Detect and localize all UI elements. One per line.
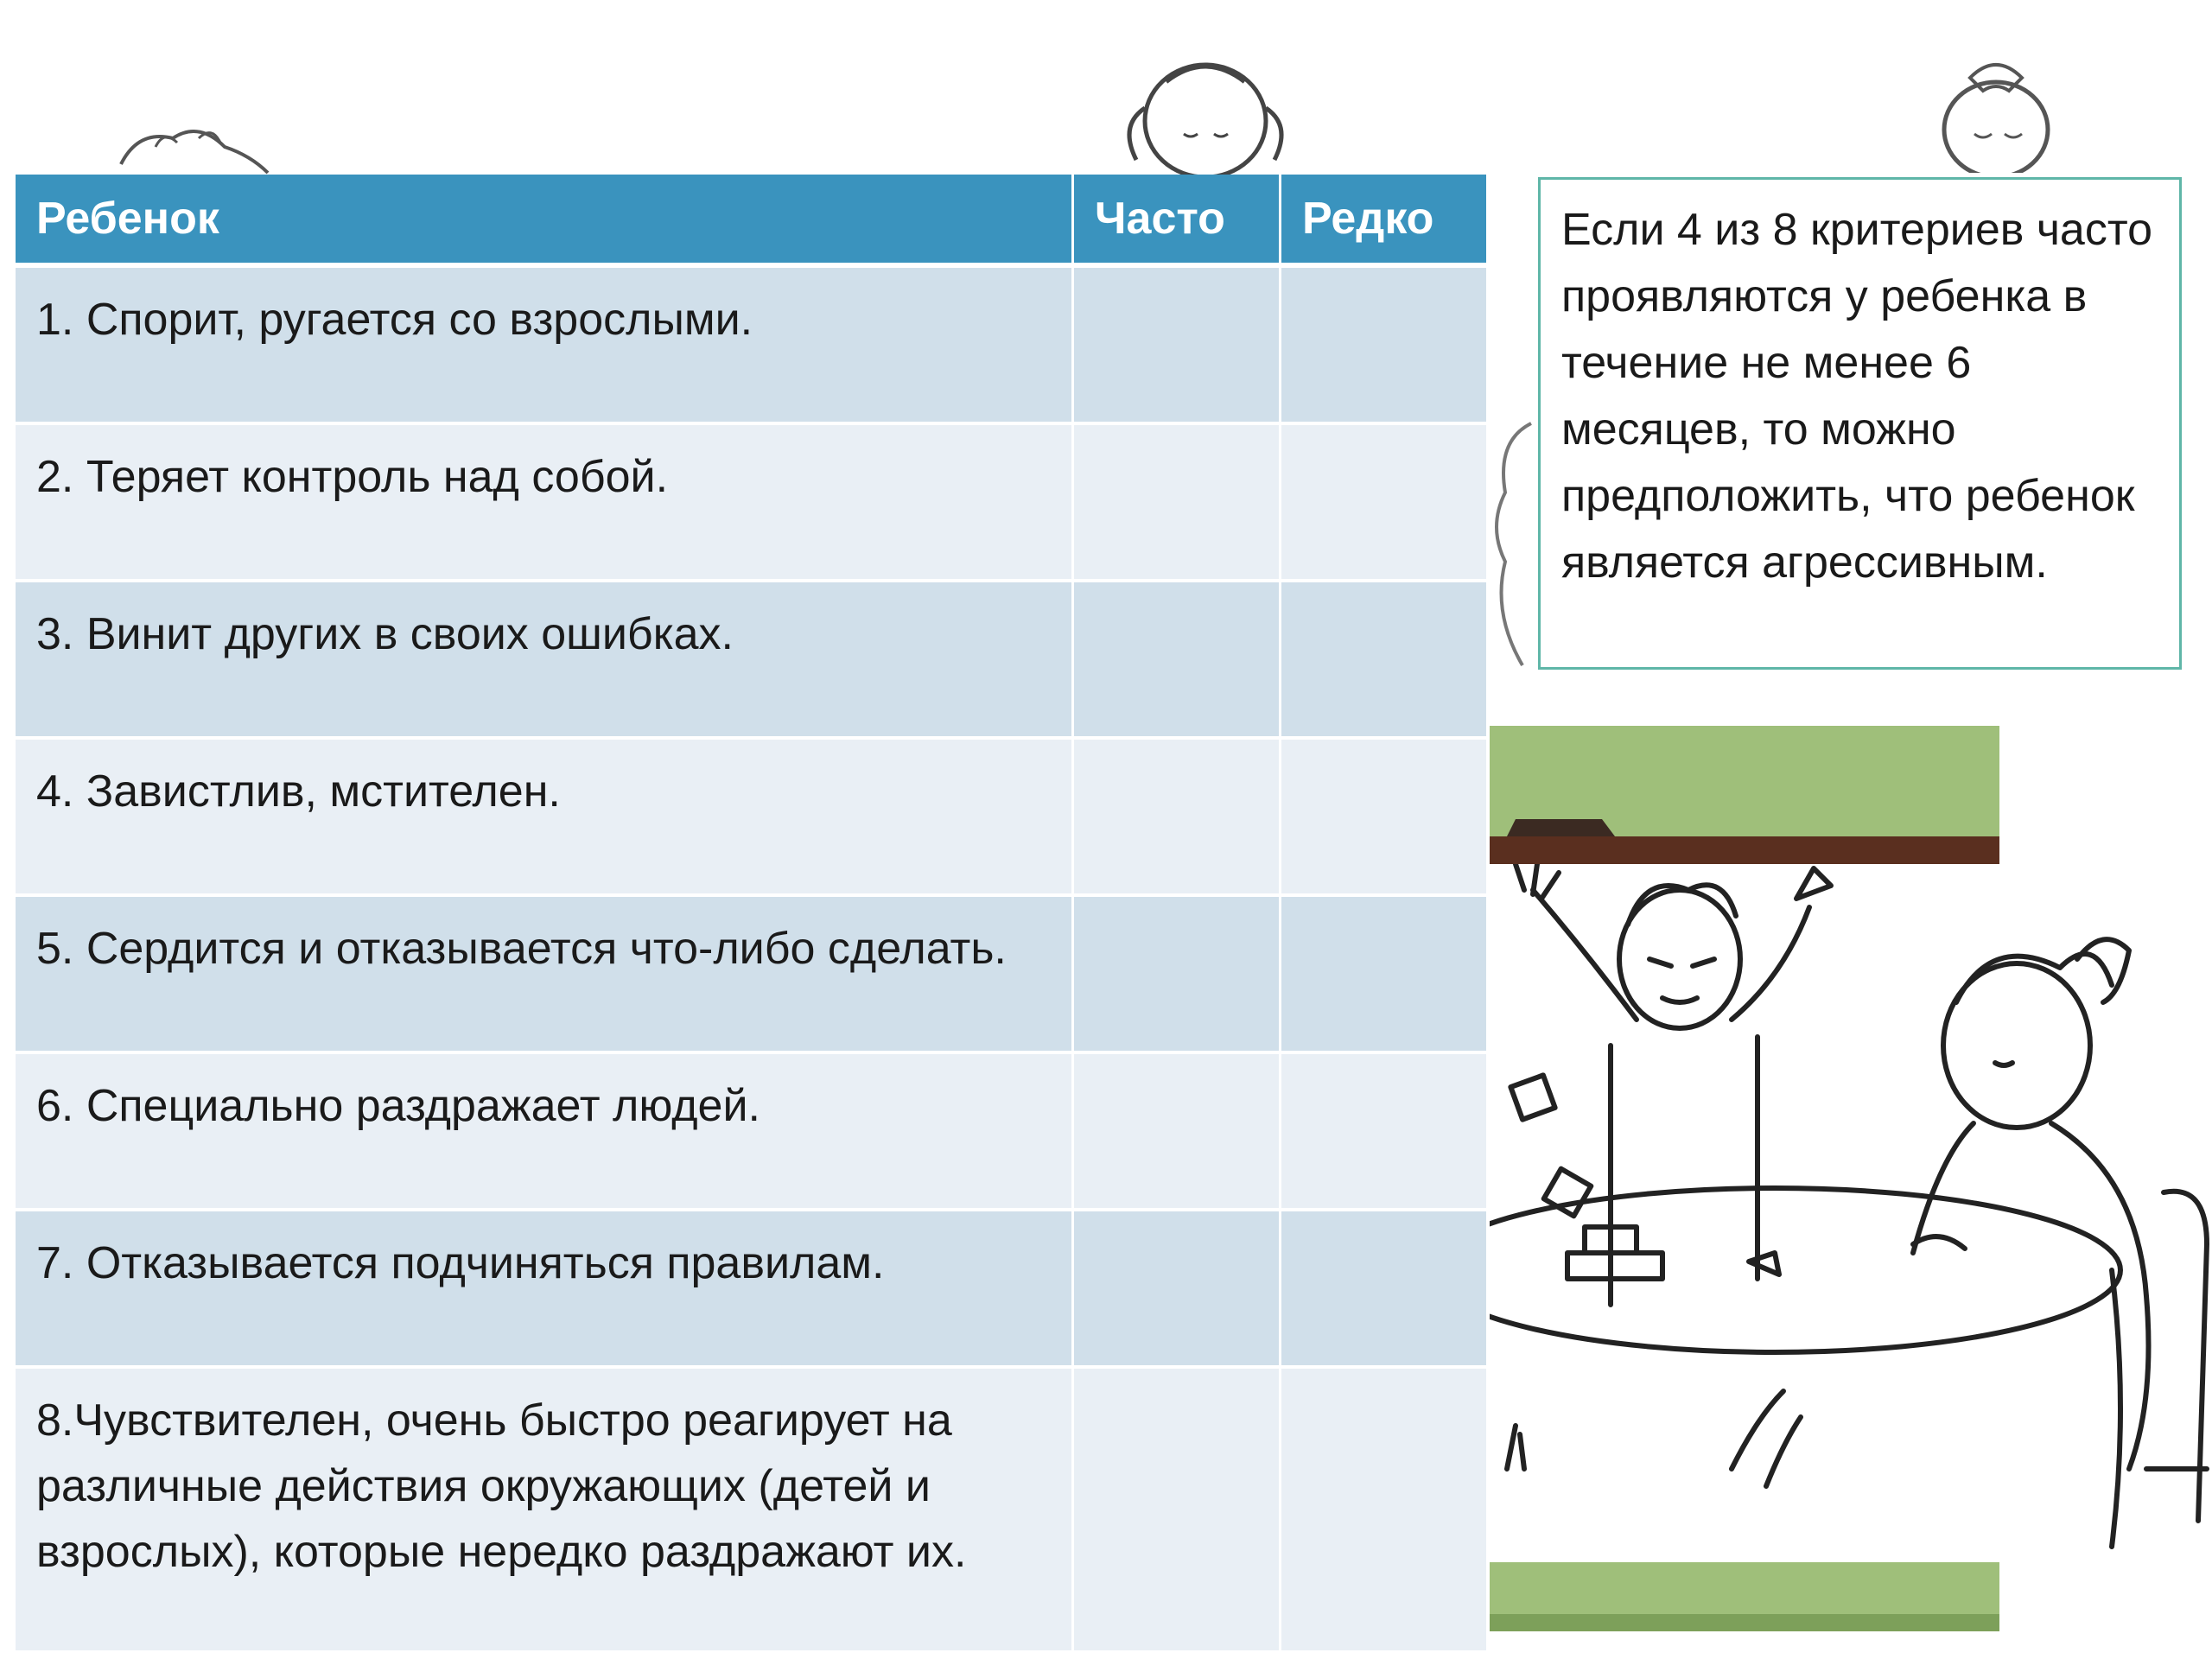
table-row: [16, 268, 1486, 425]
rarely-cell[interactable]: [1279, 1369, 1486, 1654]
often-cell[interactable]: [1071, 582, 1279, 740]
rarely-cell[interactable]: [1279, 1054, 1486, 1211]
table-row: [16, 1369, 1486, 1654]
often-cell[interactable]: [1071, 1054, 1279, 1211]
criteria-note: Если 4 из 8 критериев часто проявляются у ребенка в течение не менее 6 месяцев, то можно предположить, что ребенок является агрессивным.: [1538, 177, 2182, 670]
rarely-cell[interactable]: [1279, 1211, 1486, 1369]
often-cell[interactable]: [1071, 268, 1279, 425]
rarely-cell[interactable]: [1279, 582, 1486, 740]
table-row: [16, 740, 1486, 897]
table-row: [16, 582, 1486, 740]
criterion-text: 3. Винит других в своих ошибках.: [16, 582, 1071, 740]
rarely-cell[interactable]: [1279, 897, 1486, 1054]
table-header-row: [16, 175, 1486, 268]
illustration-photo-bottom: [1490, 1562, 1999, 1631]
often-cell[interactable]: [1071, 1211, 1279, 1369]
header-rarely: Редко: [1279, 175, 1486, 268]
criterion-text: 4. Завистлив, мстителен.: [16, 740, 1071, 897]
table-row: [16, 425, 1486, 582]
criterion-text: 6. Специально раздражает людей.: [16, 1054, 1071, 1211]
criterion-text: 5. Сердится и отказывается что-либо сделать.: [16, 897, 1071, 1054]
table-row: [16, 1054, 1486, 1211]
rarely-cell[interactable]: [1279, 425, 1486, 582]
table-row: [16, 897, 1486, 1054]
rarely-cell[interactable]: [1279, 268, 1486, 425]
often-cell[interactable]: [1071, 897, 1279, 1054]
header-often: Часто: [1071, 175, 1279, 268]
background-sketch-side: [1488, 415, 1540, 691]
illustration-children-at-table: [1490, 864, 2212, 1562]
criterion-text: 2. Теряет контроль над собой.: [16, 425, 1071, 582]
often-cell[interactable]: [1071, 740, 1279, 897]
often-cell[interactable]: [1071, 425, 1279, 582]
criterion-text: 7. Отказывается подчиняться правилам.: [16, 1211, 1071, 1369]
rarely-cell[interactable]: [1279, 740, 1486, 897]
criterion-text: 8.Чувствителен, очень быстро реагирует на различные действия окружающих (детей и взрослых), которые нередко раздражают их.: [16, 1369, 1071, 1654]
table-row: [16, 1211, 1486, 1369]
background-sketch-girl-left: [104, 112, 276, 181]
illustration-photo-top: [1490, 726, 1999, 866]
criterion-text: 1. Спорит, ругается со взрослыми.: [16, 268, 1071, 425]
criteria-table: [16, 175, 1486, 1654]
often-cell[interactable]: [1071, 1369, 1279, 1654]
background-sketch-girl-center: [1106, 48, 1305, 177]
header-child: Ребенок: [16, 175, 1071, 268]
background-sketch-girl-right: [1918, 52, 2074, 173]
